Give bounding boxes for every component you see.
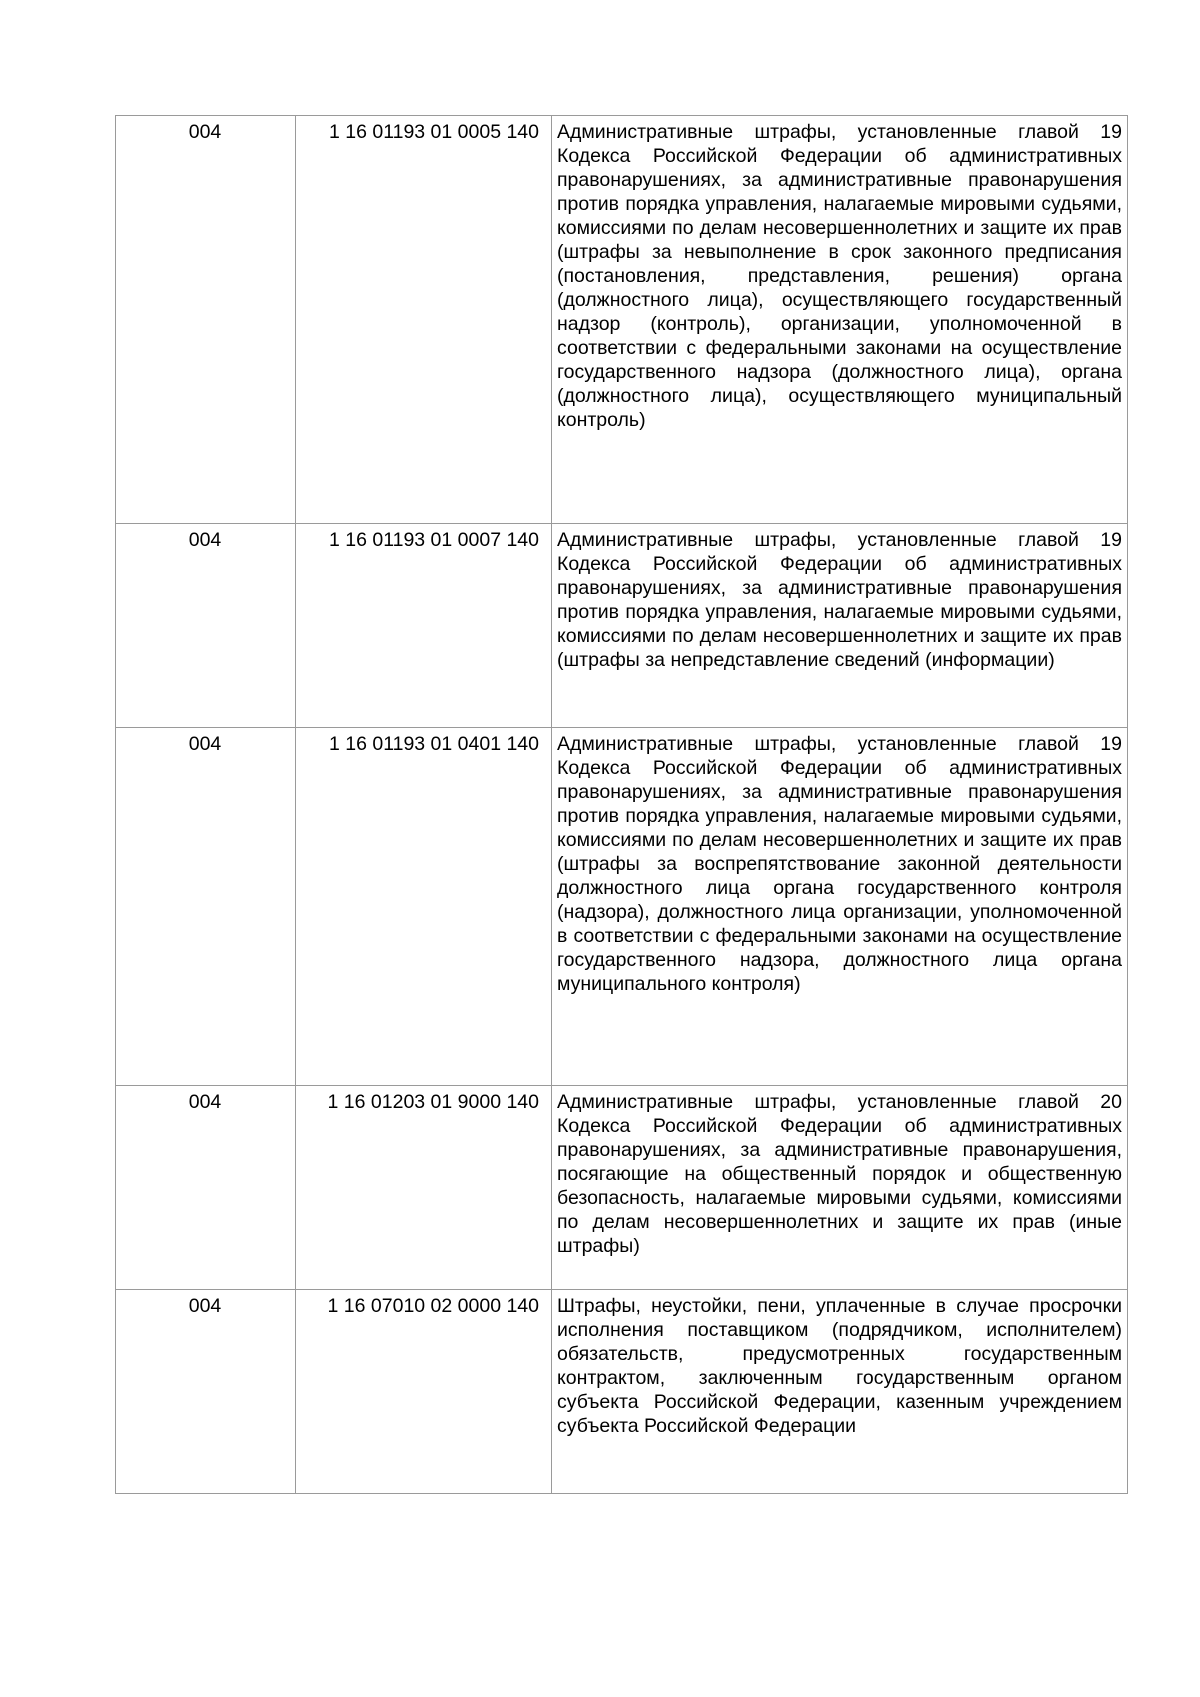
table-row xyxy=(116,1290,1128,1494)
kbk-code-cell: 1 16 01193 01 0005 140 xyxy=(296,116,552,524)
description-cell: Административные штрафы, установленные главой 19 Кодекса Российской Федерации об административных правонарушениях, за административные правонарушения против порядка управления, налагаемые мировыми судьями, комиссиями по делам несовершеннолетних и защите их прав (штрафы за воспрепятствование законной деятельности должностного лица органа государственного контроля (надзора), должностного лица организации, уполномоченной в соответствии с федеральными законами на осуществление государственного надзора, должностного лица органа муниципального контроля) xyxy=(552,728,1128,1086)
kbk-code-cell: 1 16 01203 01 9000 140 xyxy=(296,1086,552,1290)
kbk-code-cell: 1 16 01193 01 0401 140 xyxy=(296,728,552,1086)
table-row xyxy=(116,524,1128,728)
admin-code-cell: 004 xyxy=(116,524,296,728)
description-cell: Административные штрафы, установленные главой 20 Кодекса Российской Федерации об административных правонарушениях, за административные правонарушения, посягающие на общественный порядок и общественную безопасность, налагаемые мировыми судьями, комиссиями по делам несовершеннолетних и защите их прав (иные штрафы) xyxy=(552,1086,1128,1290)
table-row xyxy=(116,728,1128,1086)
description-cell: Штрафы, неустойки, пени, уплаченные в случае просрочки исполнения поставщиком (подрядчиком, исполнителем) обязательств, предусмотренных государственным контрактом, заключенным государственным органом субъекта Российской Федерации, казенным учреждением субъекта Российской Федерации xyxy=(552,1290,1128,1494)
kbk-code-cell: 1 16 07010 02 0000 140 xyxy=(296,1290,552,1494)
admin-code-cell: 004 xyxy=(116,1086,296,1290)
table-row xyxy=(116,1086,1128,1290)
admin-code-cell: 004 xyxy=(116,728,296,1086)
admin-code-cell: 004 xyxy=(116,1290,296,1494)
table-row xyxy=(116,116,1128,524)
kbk-code-cell: 1 16 01193 01 0007 140 xyxy=(296,524,552,728)
admin-code-cell: 004 xyxy=(116,116,296,524)
description-cell: Административные штрафы, установленные главой 19 Кодекса Российской Федерации об административных правонарушениях, за административные правонарушения против порядка управления, налагаемые мировыми судьями, комиссиями по делам несовершеннолетних и защите их прав (штрафы за невыполнение в срок законного предписания (постановления, представления, решения) органа (должностного лица), осуществляющего государственный надзор (контроль), организации, уполномоченной в соответствии с федеральными законами на осуществление государственного надзора (должностного лица), органа (должностного лица), осуществляющего муниципальный контроль) xyxy=(552,116,1128,524)
revenue-codes-table xyxy=(115,115,1128,1494)
description-cell: Административные штрафы, установленные главой 19 Кодекса Российской Федерации об административных правонарушениях, за административные правонарушения против порядка управления, налагаемые мировыми судьями, комиссиями по делам несовершеннолетних и защите их прав (штрафы за непредставление сведений (информации) xyxy=(552,524,1128,728)
